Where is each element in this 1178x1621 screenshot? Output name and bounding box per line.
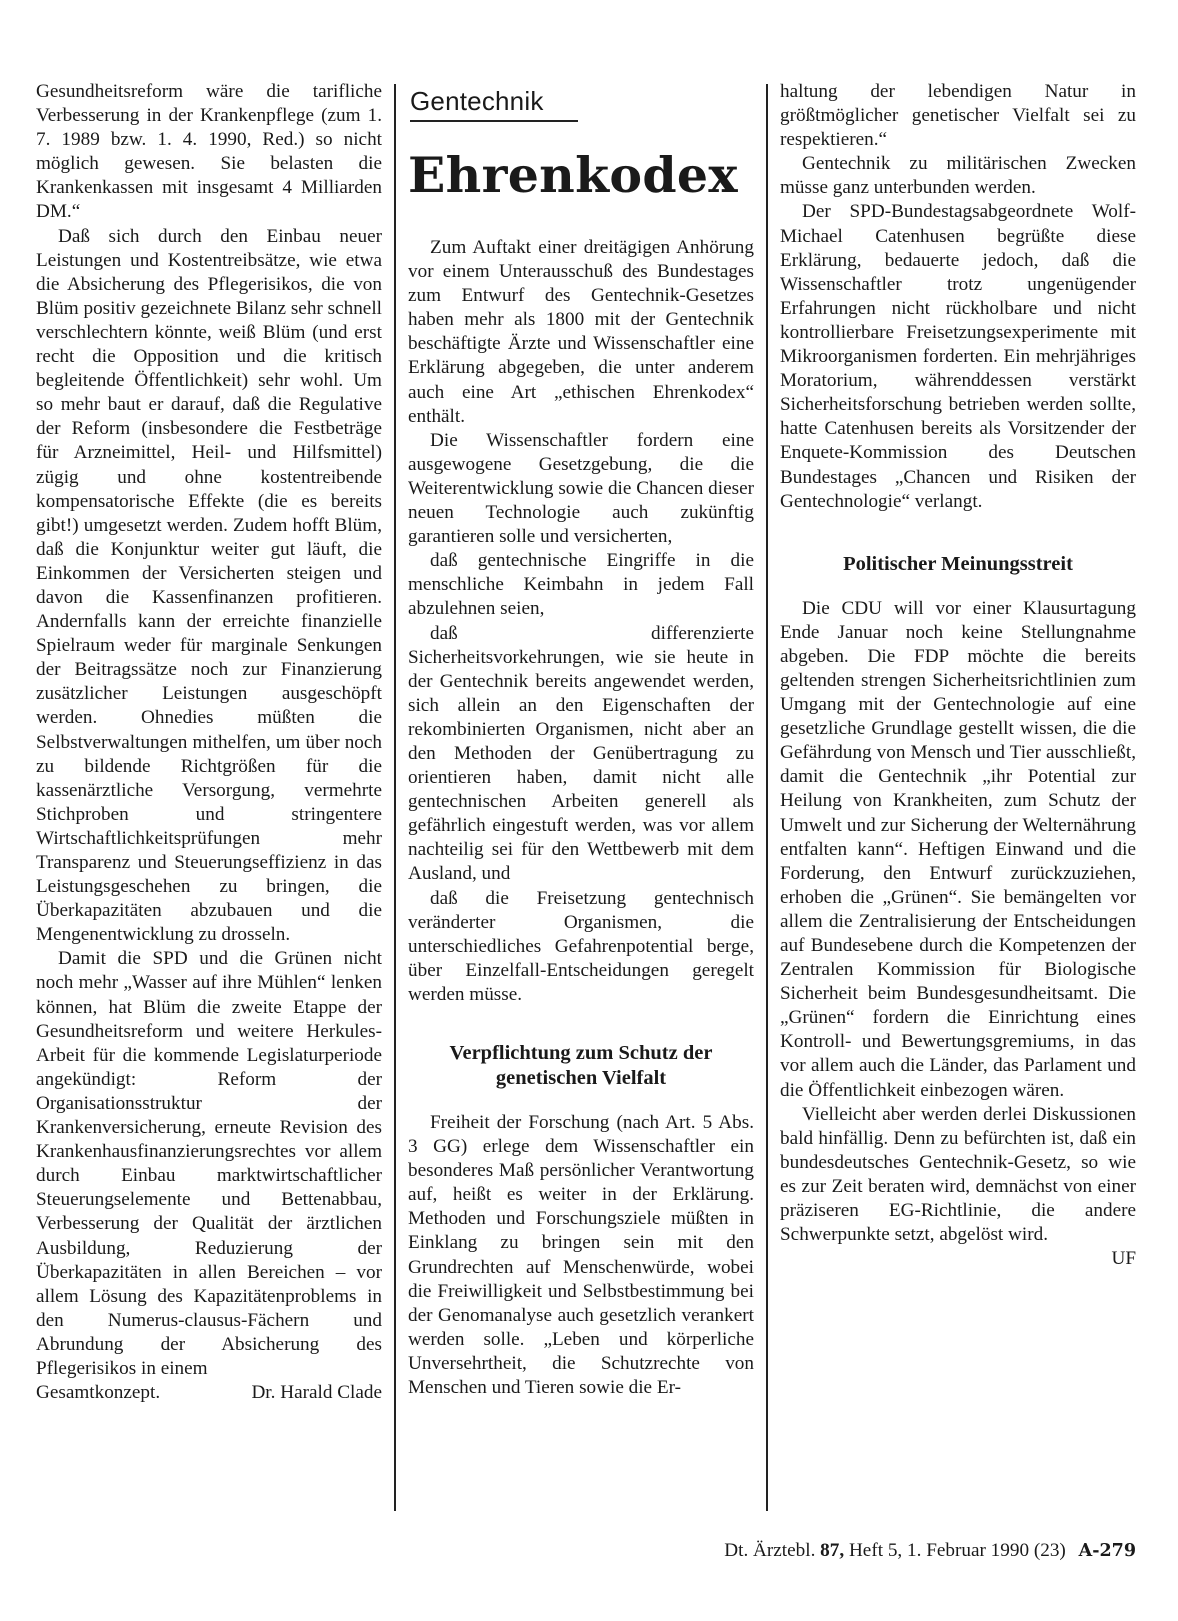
paragraph: daß differenzierte Sicherheitsvorkehrungen, wie sie heute in der Gentechnik bereits angewendet werden, sich allein an den Eigenschaften der rekombinierten Organismen, nicht aber an den Methoden der Genübertragung zu orientieren haben, damit nicht alle gentechnischen Arbeiten generell als gefährlich eingestuft werden, was vor allem nachteilig sei für den Wettbewerb mit dem Ausland, und — [408, 622, 754, 885]
paragraph: daß gentechnische Eingriffe in die menschliche Keimbahn in jedem Fall abzulehnen seien, — [408, 550, 754, 620]
paragraph: Die CDU will vor einer Klausurtagung Ende Januar noch keine Stellungnahme abgeben. Die FDP möchte die bereits geltenden strengen Sicherheitsrichtlinien zum Umgang mit der Gentechnologie auf eine gesetzliche Grundlage gestellt wissen, die die Gefährdung von Mensch und Tier ausschließt, damit die Gentechnik „ihr Potential zur Heilung von Krankheiten, zum Schutz der Umwelt und zur Sicherung der Welternährung entfalten kann“. Heftigen Einwand und die Forderung, den Entwurf zurückzuziehen, erhoben die „Grünen“. Sie bemängelten vor allem die Zentralisierung der Entscheidungen auf Bundesebene durch die Kompetenzen der Zentralen Kommission für Biologische Sicherheit beim Bundesgesundheitsamt. Die „Grünen“ fordern die Einrichtung eines Kontroll- und Bewertungsgremiums, in das vor allem auch die Länder, das Parlament und die Öffentlichkeit einbezogen wären. — [780, 597, 1136, 1101]
author-initials: UF — [1111, 1248, 1136, 1270]
signature-line — [36, 1381, 382, 1405]
author: Dr. Harald Clade — [251, 1382, 382, 1404]
page-number: A-279 — [1078, 1541, 1136, 1561]
column-1 — [36, 80, 382, 1405]
paragraph: haltung der lebendigen Natur in größtmöglicher genetischer Vielfalt sei zu respektieren.“ — [780, 81, 1136, 151]
page-footer — [724, 1540, 1136, 1562]
paragraph: Gesundheitsreform wäre die tarifliche Verbesserung in der Krankenpflege (zum 1. 7. 1989 bzw. 1. 4. 1990, Red.) so nicht möglich gewesen. Sie belasten die Krankenkassen mit insgesamt 4 Milliarden DM.“ — [36, 81, 382, 223]
paragraph: Zum Auftakt einer dreitägigen Anhörung vor einem Unterausschuß des Bundestages zum Entwurf des Gentechnik-Gesetzes haben mehr als 1800 mit der Gentechnik beschäftigte Ärzte und Wissenschaftler eine Erklärung abgegeben, die unter anderem auch eine Art „ethischen Ehrenkodex“ enthält. — [408, 237, 754, 427]
journal-name: Dt. Ärztebl. — [724, 1540, 816, 1561]
column-divider — [394, 84, 396, 1511]
paragraph-end: Gesamtkonzept. — [36, 1382, 161, 1404]
column-divider — [766, 84, 768, 1511]
paragraph: Gentechnik zu militärischen Zwecken müsse ganz unterbunden werden. — [780, 153, 1136, 199]
paragraph: Die Wissenschaftler fordern eine ausgewogene Gesetzgebung, die die Weiterentwicklung sowie die Chancen dieser neuen Technologie auch zukünftig garantieren solle und versicherten, — [408, 429, 754, 548]
subheading: Verpflichtung zum Schutz der genetischen Vielfalt — [449, 1042, 713, 1089]
paragraph: Freiheit der Forschung (nach Art. 5 Abs. 3 GG) erlege dem Wissenschaftler ein besonderes Maß persönlicher Verantwortung auf, heißt es weiter in der Erklärung. Methoden und Forschungsziele müßten in Einklang zu bringen sein mit den Grundrechten auf Menschenwürde, wobei die Freiwilligkeit und Selbstbestimmung bei der Genomanalyse auch gesetzlich verankert werden solle. „Leben und körperliche Unversehrtheit, die Schutzrechte von Menschen und Tieren sowie die Er- — [408, 1112, 754, 1399]
paragraph: Damit die SPD und die Grünen nicht noch mehr „Wasser auf ihre Mühlen“ lenken können, hat Blüm die zweite Etappe der Gesundheitsreform und weitere Herkules-Arbeit für die kommende Legislaturperiode angekündigt: Reform der Organisationsstruktur der Krankenversicherung, erneute Revision des Krankenhausfinanzierungsrechtes vor allem durch Einbau marktwirtschaftlicher Steuerungselemente und Bettenabbau, Verbesserung der Qualität der ärztlichen Ausbildung, Reduzierung der Überkapazitäten in allen Bereichen – vor allem Lösung des Kapazitätenproblems in den Numerus-clausus-Fächern und Abrundung der Absicherung des Pflegerisikos in einem — [36, 948, 382, 1379]
volume-number: 87, — [820, 1540, 845, 1561]
paragraph: daß die Freisetzung gentechnisch veränderter Organismen, die unterschiedliches Gefahrenpotential berge, über Einzelfall-Entscheidungen geregelt werden müsse. — [408, 887, 754, 1005]
column-2 — [408, 80, 754, 1400]
paragraph: Vielleicht aber werden derlei Diskussionen bald hinfällig. Denn zu befürchten ist, daß ein bundesdeutsches Gentechnik-Gesetz, so wie es zur Zeit beraten wird, demnächst von einer präziseren EG-Richtlinie, die andere Schwerpunkte setzt, abgelöst wird. — [780, 1103, 1136, 1246]
paragraph: Daß sich durch den Einbau neuer Leistungen und Kostentreibsätze, wie etwa die Absicherung des Pflegerisikos, die von Blüm positiv gezeichnete Bilanz sehr schnell verschlechtern könnte, weiß Blüm (und erst recht die Opposition und die kritisch begleitende Öffentlichkeit) sehr wohl. Um so mehr baut er darauf, daß die Regulative der Reform (insbesondere die Festbeträge für Arzneimittel, Heil- und Hilfsmittel) zügig und ohne kostentreibende kompensatorische Effekte (die es bereits gibt!) umgesetzt werden. Zudem hofft Blüm, daß die Konjunktur weiter gut läuft, die Einkommen der Versicherten steigen und davon die Kassenfinanzen profitieren. Andernfalls kann der erreichte finanzielle Spielraum weder für marginale Senkungen der Beitragssätze noch zur Finanzierung zusätzlicher Leistungen ausgeschöpft werden. Ohnedies müßten die Selbstverwaltungen mithelfen, um über noch zu bildende Richtgrößen für die kassenärztliche Versorgung, vermehrte Stichproben und stringentere Wirtschaftlichkeitsprüfungen mehr Transparenz und Steuerungseffizienz in das Leistungsgeschehen zu bringen, die Überkapazitäten abzubauen und die Mengenentwicklung zu drosseln. — [36, 225, 382, 946]
headline: Ehrenkodex — [408, 146, 738, 204]
issue-info: Heft 5, 1. Februar 1990 (23) — [848, 1540, 1066, 1561]
subheading: Politischer Meinungsstreit — [843, 552, 1073, 575]
column-3 — [780, 80, 1136, 1271]
paragraph: Der SPD-Bundestagsabgeordnete Wolf-Michael Catenhusen begrüßte diese Erklärung, bedauerte jedoch, daß die Wissenschaftler trotz ungenügender Erfahrungen nicht rückholbare und nicht kontrollierbare Freisetzungsexperimente mit Mikroorganismen forderten. Ein mehrjähriges Moratorium, währenddessen verstärkt Sicherheitsforschung betrieben werden sollte, hatte Catenhusen bereits als Vorsitzender der Enquete-Kommission des Deutschen Bundestages „Chancen und Risiken der Gentechnologie“ verlangt. — [780, 201, 1136, 512]
kicker: Gentechnik — [410, 86, 544, 116]
kicker-underline — [410, 120, 578, 122]
